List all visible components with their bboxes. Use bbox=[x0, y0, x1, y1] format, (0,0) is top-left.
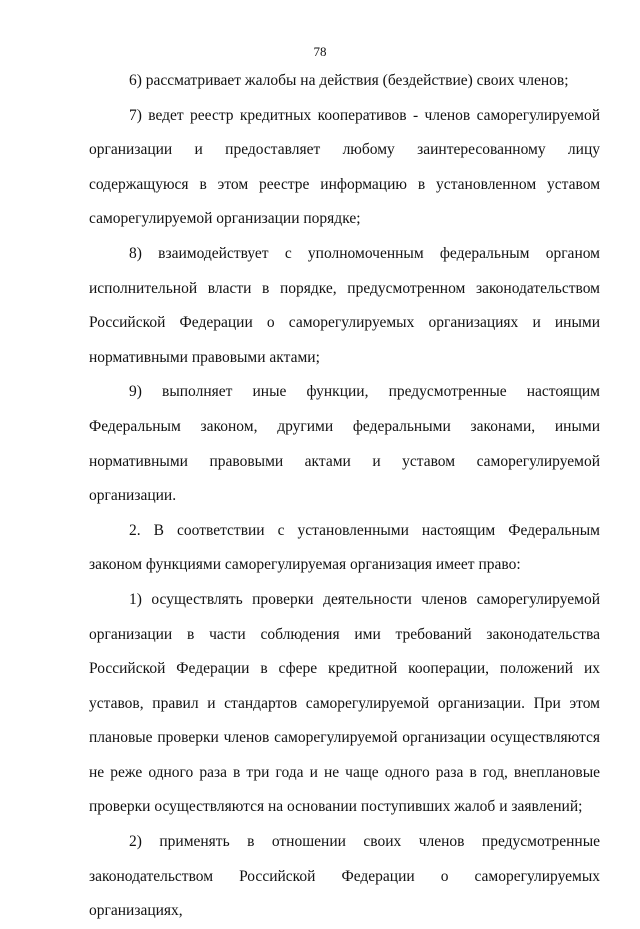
paragraph-section-2: 2. В соответствии с установленными настоящим Федеральным законом функциями саморегулируемая организация имеет право: bbox=[89, 521, 600, 574]
paragraph-right-1: 1) осуществлять проверки деятельности членов саморегулируемой организации в части соблюдения ими требований законодательства Российской Федерации в сфере кредитной кооперации, положений их уставов, правил и стандартов саморегулируемой организации. При этом плановые проверки членов саморегулируемой организации осуществляются не реже одного раза в три года и не чаще одного раза в год, внеплановые проверки осуществляются на основании поступивших жалоб и заявлений; bbox=[89, 590, 600, 816]
paragraph-item-8: 8) взаимодействует с уполномоченным федеральным органом исполнительной власти в порядке, предусмотренном законодательством Российской Федерации о саморегулируемых организациях и иными нормативными правовыми актами; bbox=[89, 244, 600, 366]
paragraph-right-2: 2) применять в отношении своих членов предусмотренные законодательством Российской Федерации о саморегулируемых организациях, bbox=[89, 833, 600, 920]
paragraph-item-7: 7) ведет реестр кредитных кооперативов - членов саморегулируемой организации и предоставляет любому заинтересованному лицу содержащуюся в этом реестре информацию в установленном уставом саморегулируемой организации порядке; bbox=[89, 106, 600, 228]
paragraph-item-9: 9) выполняет иные функции, предусмотренные настоящим Федеральным законом, другими федеральными законами, иными нормативными правовыми актами и уставом саморегулируемой организации. bbox=[89, 383, 600, 505]
paragraph-item-6: 6) рассматривает жалобы на действия (бездействие) своих членов; bbox=[129, 72, 569, 89]
document-body bbox=[89, 64, 600, 929]
page-number: 78 bbox=[313, 44, 327, 59]
